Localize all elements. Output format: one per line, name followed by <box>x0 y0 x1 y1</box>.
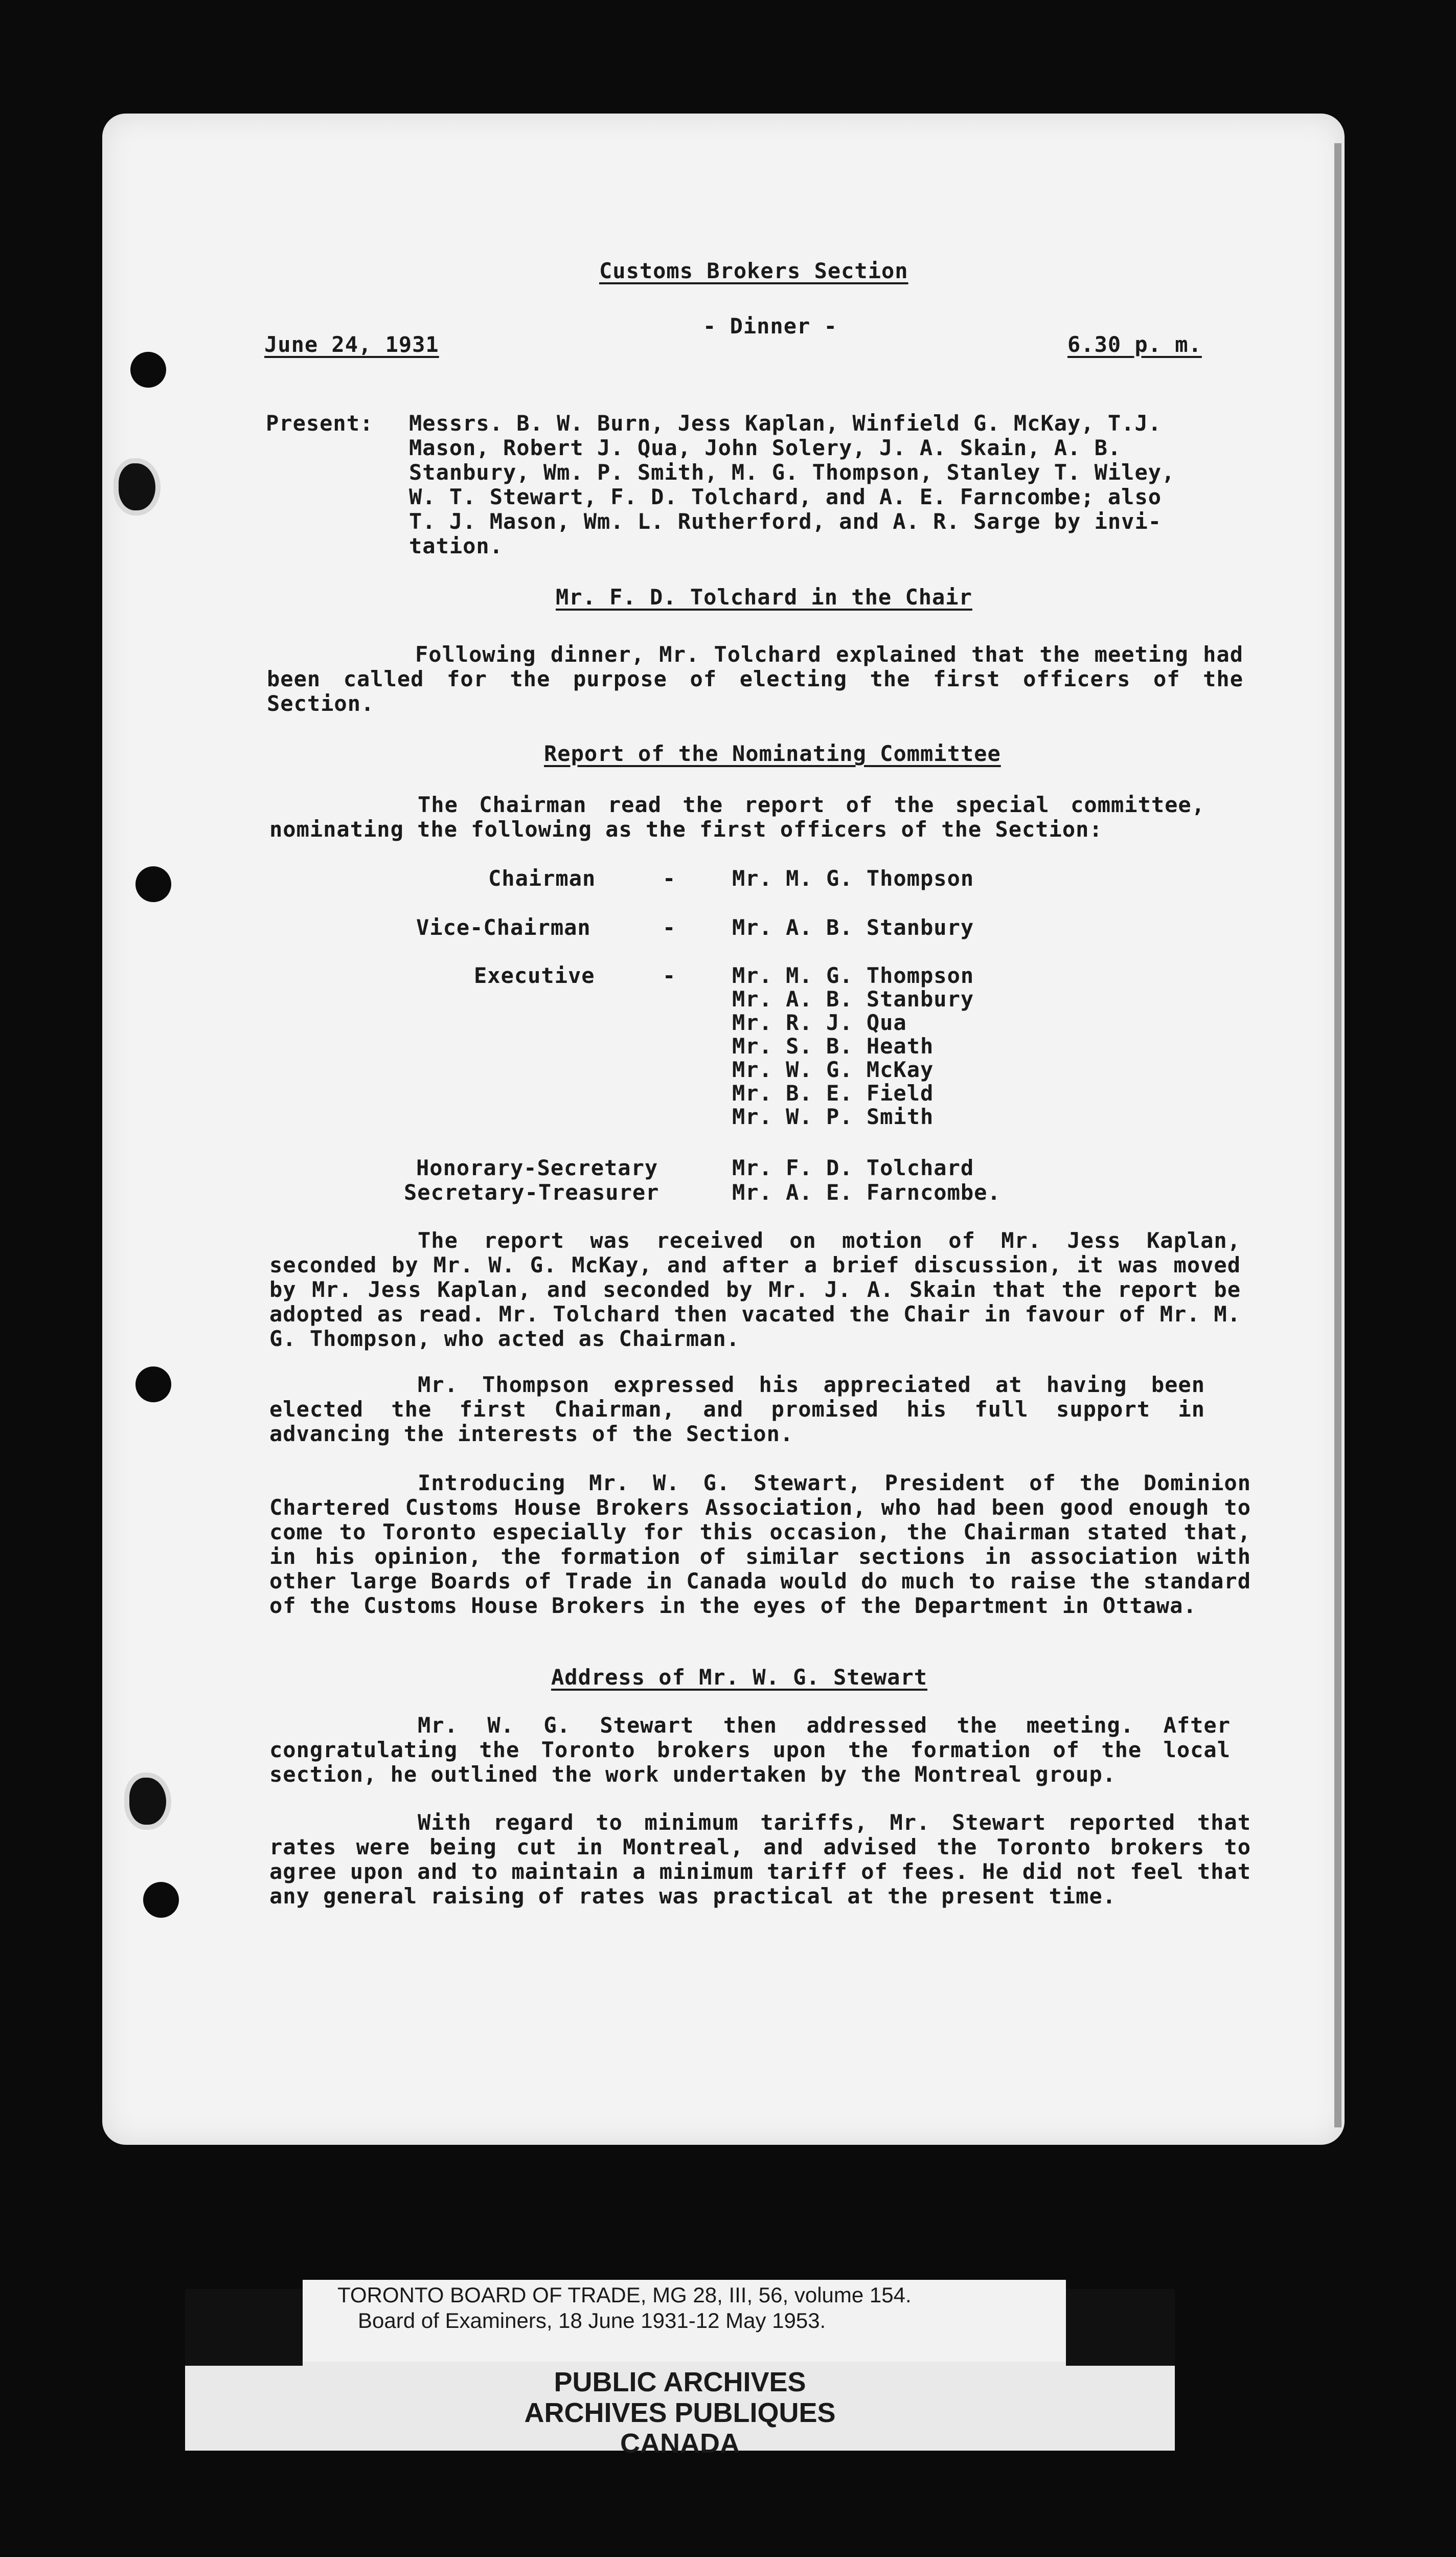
present-line: tation. <box>409 533 504 558</box>
officer-name: Mr. B. E. Field <box>732 1081 934 1106</box>
officer-name: Mr. A. B. Stanbury <box>732 915 974 940</box>
officer-role: Honorary-Secretary <box>416 1155 658 1180</box>
officer-name: Mr. A. B. Stanbury <box>732 986 974 1012</box>
present-line: W. T. Stewart, F. D. Tolchard, and A. E. Farncombe; also <box>409 484 1162 509</box>
label-notch <box>1066 2289 1175 2366</box>
paragraph: With regard to minimum tariffs, Mr. Stewart reported that rates were being cut in Montreal, and advised the Toronto brokers to agree upon and to maintain a minimum tariff of fees. He did not feel that any general raising of rates was practical at the present time. <box>269 1810 1251 1909</box>
binder-hole <box>135 866 171 902</box>
present-line: Messrs. B. W. Burn, Jess Kaplan, Winfield G. McKay, T.J. <box>409 411 1162 436</box>
document-title: Customs Brokers Section <box>599 258 908 283</box>
report-heading: Report of the Nominating Committee <box>544 741 1001 766</box>
label-notch <box>185 2289 303 2366</box>
present-line: Stanbury, Wm. P. Smith, M. G. Thompson, Stanley T. Wiley, <box>409 460 1175 485</box>
officer-name: Mr. A. E. Farncombe. <box>732 1180 1001 1205</box>
officer-role: Secretary-Treasurer <box>404 1180 659 1205</box>
officer-role: Chairman <box>488 866 596 891</box>
binder-hole <box>135 1366 171 1402</box>
page-edge <box>1334 143 1341 2127</box>
archive-name: ARCHIVES PUBLIQUES <box>524 2397 836 2428</box>
archive-name: CANADA <box>620 2428 740 2459</box>
binder-hole-torn <box>113 458 161 515</box>
paragraph: Following dinner, Mr. Tolchard explained that the meeting had been called for the purpose of electing the first officers of the Section. <box>267 642 1243 716</box>
officer-dash: - <box>663 963 676 988</box>
officer-dash: - <box>663 915 676 940</box>
binder-hole <box>143 1882 179 1918</box>
paragraph: The Chairman read the report of the special committee, nominating the following as the first officers of the Section: <box>269 792 1205 842</box>
paragraph: Introducing Mr. W. G. Stewart, President of the Dominion Chartered Customs House Brokers Association, who had been good enough to come to Toronto especially for this occasion, the Chairman stated that, in his opinion, the formation of similar sections in association with other large Boards of Trade in Canada would do much to raise the standard of the Customs House Brokers in the eyes of the Department in Ottawa. <box>269 1470 1251 1618</box>
chair-heading: Mr. F. D. Tolchard in the Chair <box>556 585 972 610</box>
paragraph: Mr. W. G. Stewart then addressed the meeting. After congratulating the Toronto brokers upon the formation of the local section, he outlined the work undertaken by the Montreal group. <box>269 1713 1231 1787</box>
meeting-time: 6.30 p. m. <box>1067 332 1202 357</box>
present-line: T. J. Mason, Wm. L. Rutherford, and A. R. Sarge by invi- <box>409 509 1162 534</box>
address-heading: Address of Mr. W. G. Stewart <box>551 1665 928 1690</box>
source-line: TORONTO BOARD OF TRADE, MG 28, III, 56, volume 154. <box>337 2283 912 2307</box>
officer-name: Mr. R. J. Qua <box>732 1010 907 1035</box>
officer-name: Mr. M. G. Thompson <box>732 866 974 891</box>
present-line: Mason, Robert J. Qua, John Solery, J. A. Skain, A. B. <box>409 435 1122 460</box>
paragraph: The report was received on motion of Mr. Jess Kaplan, seconded by Mr. W. G. McKay, and after a brief discussion, it was moved by Mr. Jess Kaplan, and seconded by Mr. J. A. Skain that the report be adopted as read. Mr. Tolchard then vacated the Chair in favour of Mr. M. G. Thompson, who acted as Chairman. <box>269 1228 1241 1351</box>
officer-name: Mr. W. G. McKay <box>732 1057 934 1082</box>
archive-name: PUBLIC ARCHIVES <box>554 2367 806 2397</box>
binder-hole <box>130 352 166 388</box>
officer-name: Mr. W. P. Smith <box>732 1104 934 1129</box>
binder-hole-torn <box>124 1773 171 1830</box>
officer-name: Mr. F. D. Tolchard <box>732 1155 974 1180</box>
paragraph: Mr. Thompson expressed his appreciated at having been elected the first Chairman, and promised his full support in advancing the interests of the Section. <box>269 1372 1205 1446</box>
source-line: Board of Examiners, 18 June 1931-12 May 1953. <box>358 2308 826 2332</box>
present-label: Present: <box>266 411 374 436</box>
officer-role: Executive <box>474 963 595 988</box>
officer-dash: - <box>663 866 676 891</box>
meeting-date: June 24, 1931 <box>264 332 439 357</box>
officer-name: Mr. M. G. Thompson <box>732 963 974 988</box>
officer-role: Vice-Chairman <box>416 915 591 940</box>
officer-name: Mr. S. B. Heath <box>732 1034 934 1059</box>
dinner-subtitle: - Dinner - <box>703 313 837 339</box>
